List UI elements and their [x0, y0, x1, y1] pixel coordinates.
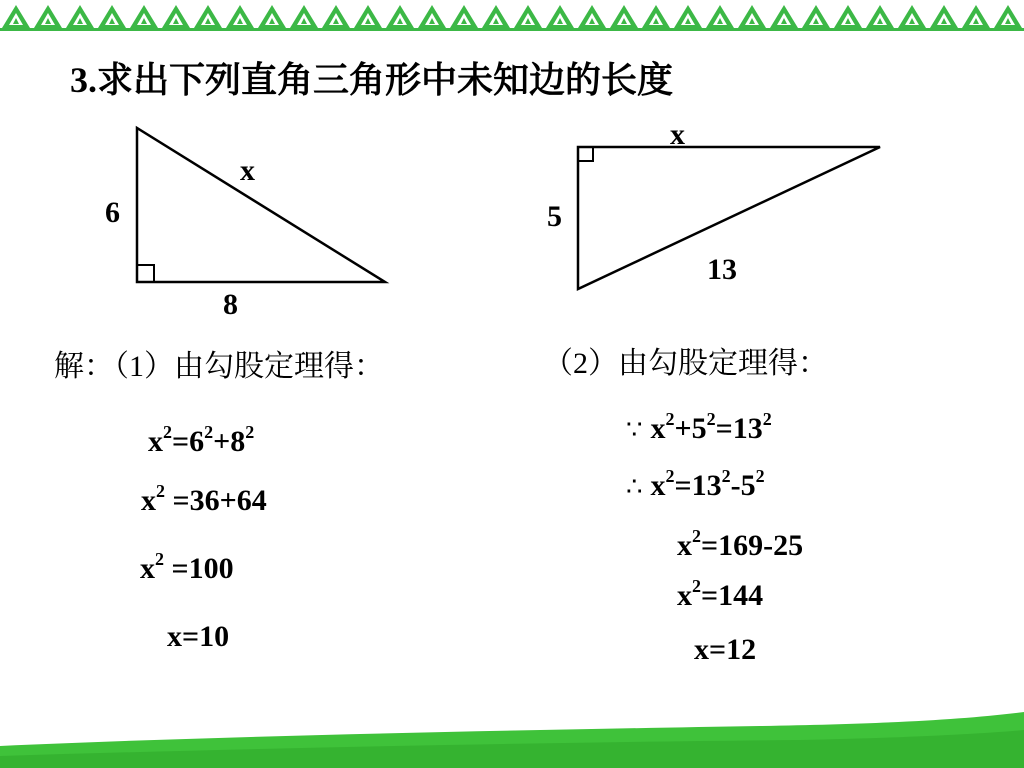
tri1-vertical-label: 6 [105, 196, 120, 229]
solution-heading-1: 解：（1）由勾股定理得： [54, 350, 384, 383]
right-angle-mark-2 [578, 147, 593, 161]
part2-step-3: $x^2=169-25$ [677, 526, 804, 562]
tri2-top-label: x [670, 118, 685, 151]
tri2-vertical-label: 5 [547, 200, 562, 233]
right-angle-mark-1 [137, 265, 154, 282]
triangle-1 [137, 128, 385, 282]
page-title: 3.求出下列直角三角形中未知边的长度 [70, 60, 674, 100]
part1-step-1: $x^2=6^2+8^2$ [148, 422, 255, 458]
tri1-horizontal-label: 8 [223, 288, 238, 321]
part2-step-4: $x^2=144$ [677, 576, 764, 612]
tri1-hypotenuse-label: x [240, 154, 255, 187]
therefore-symbol: ∴ [626, 472, 643, 501]
part2-step-2: ∴ $x^2=13^2-5^2$ [626, 466, 765, 502]
because-symbol: ∵ [626, 415, 643, 444]
part1-step-3: $x^2 =100$ [140, 549, 234, 585]
tri2-hypotenuse-label: 13 [707, 253, 737, 286]
solution-heading-2: （2）由勾股定理得： [543, 347, 828, 380]
part1-step-2: $x^2 =36+64$ [141, 481, 267, 517]
part2-step-5: x=12 [694, 633, 757, 666]
part1-step-4: x=10 [167, 620, 230, 653]
part2-step-1: ∵ $x^2+5^2=13^2$ [626, 409, 772, 445]
